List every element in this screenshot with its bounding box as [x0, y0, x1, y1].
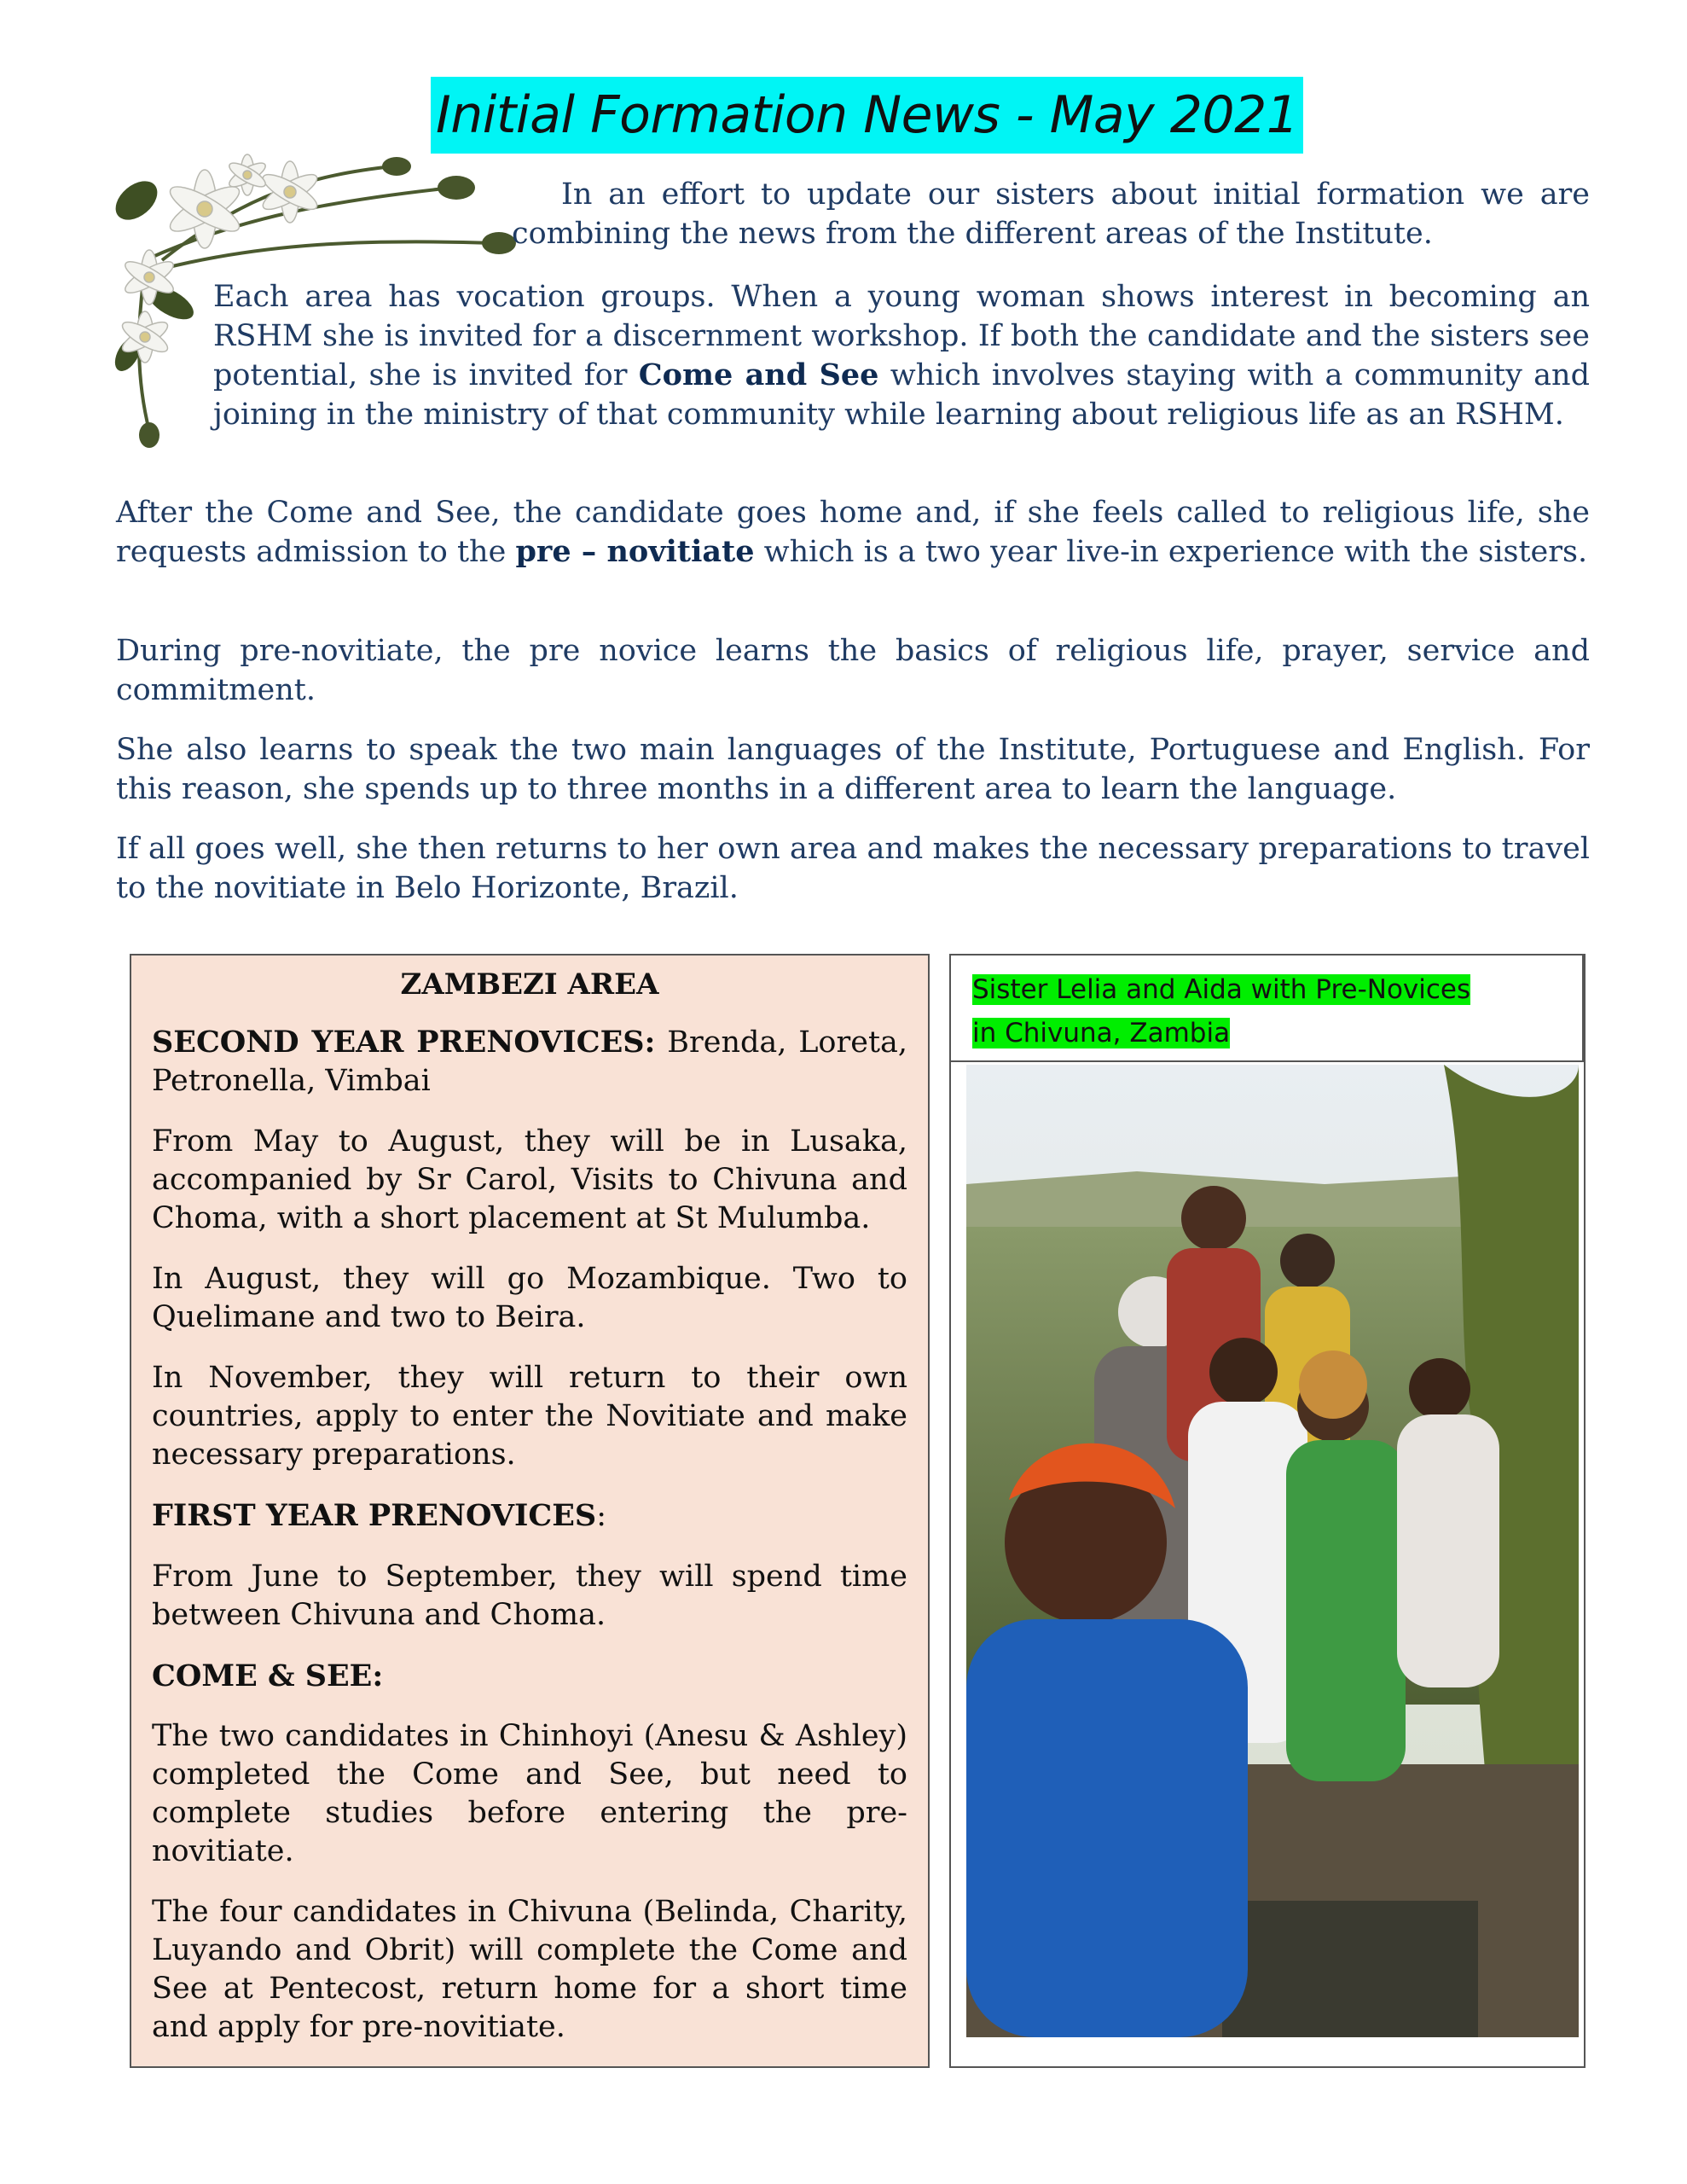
paragraph-languages: She also learns to speak the two main languages of the Institute, Portuguese and English. For this reason, she spends up to three months in a different area to learn the language. — [116, 733, 1590, 806]
second-year-detail-3: In November, they will return to their own countries, apply to enter the Novitiate and make necessary preparations. — [152, 1361, 907, 1472]
second-year-names: Brenda, Loreta, Petronella, Vimbai — [152, 1025, 908, 1098]
zambezi-area-box — [130, 954, 930, 2068]
photo-shadow — [1222, 1901, 1478, 2037]
caption-box — [951, 956, 1584, 1062]
come-and-see-detail-1: The two candidates in Chinhoyi (Anesu & Ashley) completed the Come and See, but need to complete studies before entering the pre-novitiate. — [152, 1719, 907, 1868]
group-photo — [966, 1065, 1579, 2037]
page-title: Initial Formation News - May 2021 — [431, 77, 1303, 154]
paragraph-novitiate-travel: If all goes well, she then returns to her own area and makes the necessary preparations to travel to the novitiate in Belo Horizonte, Brazil. — [116, 832, 1590, 905]
paragraph-vocation-groups: Each area has vocation groups. When a young woman shows interest in becoming an RSHM she is invited for a discernment workshop. If both the candidate and the sisters see potential, she is invited for Come and See which involves staying with a community and joining in the ministry of that community while learning about religious life as an RSHM. — [213, 280, 1590, 432]
paragraph-pre-novitiate-basics: During pre-novitiate, the pre novice learns the basics of religious life, prayer, service and commitment. — [116, 634, 1590, 707]
second-year-label: SECOND YEAR PRENOVICES: — [152, 1025, 656, 1060]
pre-novitiate-emphasis: pre – novitiate — [515, 534, 755, 569]
first-year-label: FIRST YEAR PRENOVICES — [152, 1498, 597, 1533]
second-year-detail-1: From May to August, they will be in Lusaka, accompanied by Sr Carol, Visits to Chivuna and Choma, with a short placement at St Mulumba. — [152, 1124, 907, 1235]
come-and-see-detail-2: The four candidates in Chivuna (Belinda, Charity, Luyando and Obrit) will complete the Come and See at Pentecost, return home for a short time and apply for pre-novitiate. — [152, 1895, 907, 2044]
intro-paragraph: In an effort to update our sisters about initial formation we are combining the news from the different areas of the Institute. — [512, 177, 1590, 251]
photo-caption: Sister Lelia and Aida with Pre-Novices in Chivuna, Zambia — [972, 974, 1471, 1048]
zambezi-heading: ZAMBEZI AREA — [400, 967, 659, 1002]
second-year-detail-2: In August, they will go Mozambique. Two to Quelimane and two to Beira. — [152, 1262, 907, 1334]
come-and-see-emphasis: Come and See — [638, 357, 879, 392]
first-year-prenovices: FIRST YEAR PRENOVICES: — [152, 1498, 606, 1533]
first-year-detail: From June to September, they will spend time between Chivuna and Choma. — [152, 1560, 907, 1632]
second-year-prenovices — [152, 1023, 907, 1101]
paragraph-pre-novitiate-admission: After the Come and See, the candidate goes home and, if she feels called to religious life, she requests admission to the pre – novitiate which is a two year live-in experience with the sisters. — [116, 496, 1590, 569]
photo-box — [949, 954, 1586, 2068]
come-and-see-label: COME & SEE: — [152, 1658, 384, 1693]
